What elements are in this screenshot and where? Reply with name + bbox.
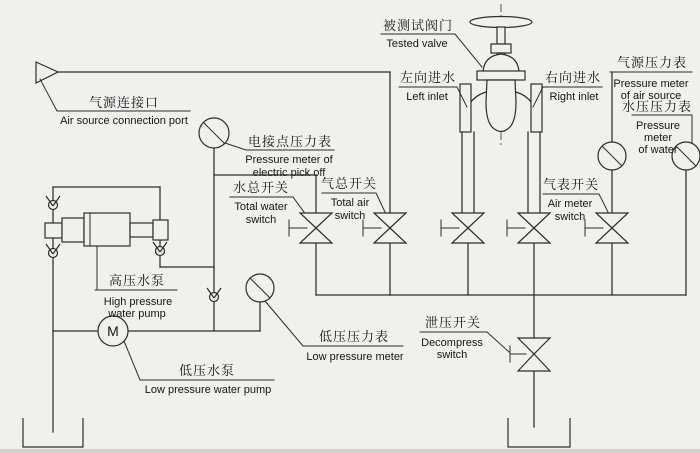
right-inlet-valve-icon xyxy=(507,213,550,243)
handwheel-icon xyxy=(470,17,532,28)
labels xyxy=(60,18,692,396)
left-inlet-valve-icon xyxy=(441,213,484,243)
lp-pump-label-zh: 低压水泵 xyxy=(178,364,236,379)
valve-stem xyxy=(497,27,505,44)
total-air-switch-label-en1: Total air xyxy=(330,197,370,209)
air-source-port-label-en: Air source connection port xyxy=(60,115,188,127)
electric-gauge-label-en1: Pressure meter of xyxy=(245,154,333,166)
air-meter-switch-label-en2: switch xyxy=(554,211,586,223)
electric-gauge-label-zh: 电接点压力表 xyxy=(247,135,333,150)
air-meter-switch-label-zh: 气表开关 xyxy=(542,178,600,193)
tested-valve-label-en: Tested valve xyxy=(386,38,448,50)
decompress-label-en2: switch xyxy=(436,349,468,361)
total-air-switch-label-en2: switch xyxy=(334,210,366,222)
lp-meter-label-zh: 低压压力表 xyxy=(318,330,390,345)
valve-body xyxy=(486,80,516,132)
tested-valve-label-zh: 被测试阀门 xyxy=(382,19,454,34)
scan-edge-artifact xyxy=(0,449,700,453)
valve-bonnet-dome xyxy=(483,54,519,72)
hp-pump-label-en1: High pressure xyxy=(103,296,173,308)
pump-end-block xyxy=(153,220,168,240)
water-gauge-label-en3: of water xyxy=(638,144,678,156)
air-source-pressure-gauge-icon xyxy=(598,142,626,170)
total-air-switch-valve-icon xyxy=(363,213,406,243)
total-air-switch-label-zh: 气总开关 xyxy=(320,177,378,192)
air-gauge-label-en1: Pressure meter xyxy=(613,78,689,90)
left-inlet-label-en: Left inlet xyxy=(406,91,448,103)
pump-head xyxy=(62,218,84,242)
motor-label: M xyxy=(107,323,119,339)
lp-pump-label-en: Low pressure water pump xyxy=(144,384,272,396)
stem-nut xyxy=(491,44,511,53)
total-water-switch-label-en1: Total water xyxy=(234,201,288,213)
total-water-switch-valve-icon xyxy=(289,213,332,243)
water-gauge-label-zh: 水压压力表 xyxy=(621,100,693,115)
left-inlet-label-zh: 左向进水 xyxy=(399,71,457,86)
total-water-switch-label-en2: switch xyxy=(245,214,277,226)
hp-pump-label-en2: water pump xyxy=(108,308,166,320)
tested-valve xyxy=(460,4,542,213)
air-meter-switch-valve-icon xyxy=(585,213,628,243)
pump-inlet-port xyxy=(45,223,62,238)
air-source-connector-icon xyxy=(36,62,58,83)
right-inlet-label-zh: 右向进水 xyxy=(544,71,602,86)
air-meter-switch-label-en1: Air meter xyxy=(547,198,593,210)
water-gauge-label-en2: meter xyxy=(643,132,673,144)
left-end-flange xyxy=(460,84,471,132)
air-source-port-label-zh: 气源连接口 xyxy=(88,96,160,111)
low-pressure-gauge-icon xyxy=(246,274,274,302)
lp-meter-label-en: Low pressure meter xyxy=(306,351,404,363)
right-inlet-label-en: Right inlet xyxy=(549,91,599,103)
decompress-valve-icon xyxy=(510,338,550,371)
electric-gauge-label-en2: electric pick off xyxy=(252,167,326,179)
total-water-switch-label-zh: 水总开关 xyxy=(232,181,290,196)
motor xyxy=(98,316,128,346)
water-gauge-label-en1: Pressure xyxy=(635,120,681,132)
electric-contact-pressure-gauge-icon xyxy=(199,118,229,148)
air-gauge-label-zh: 气源压力表 xyxy=(616,56,688,71)
air-gauge-label-en2: of air source xyxy=(620,90,682,102)
pump-shaft xyxy=(130,223,153,237)
high-pressure-pump xyxy=(45,213,168,246)
hp-pump-label-zh: 高压水泵 xyxy=(108,274,166,289)
bonnet-flange xyxy=(477,71,525,80)
decompress-label-en1: Decompress xyxy=(421,337,483,349)
water-tank-right xyxy=(508,418,570,447)
decompress-label-zh: 泄压开关 xyxy=(424,316,482,331)
pump-body xyxy=(84,213,130,246)
